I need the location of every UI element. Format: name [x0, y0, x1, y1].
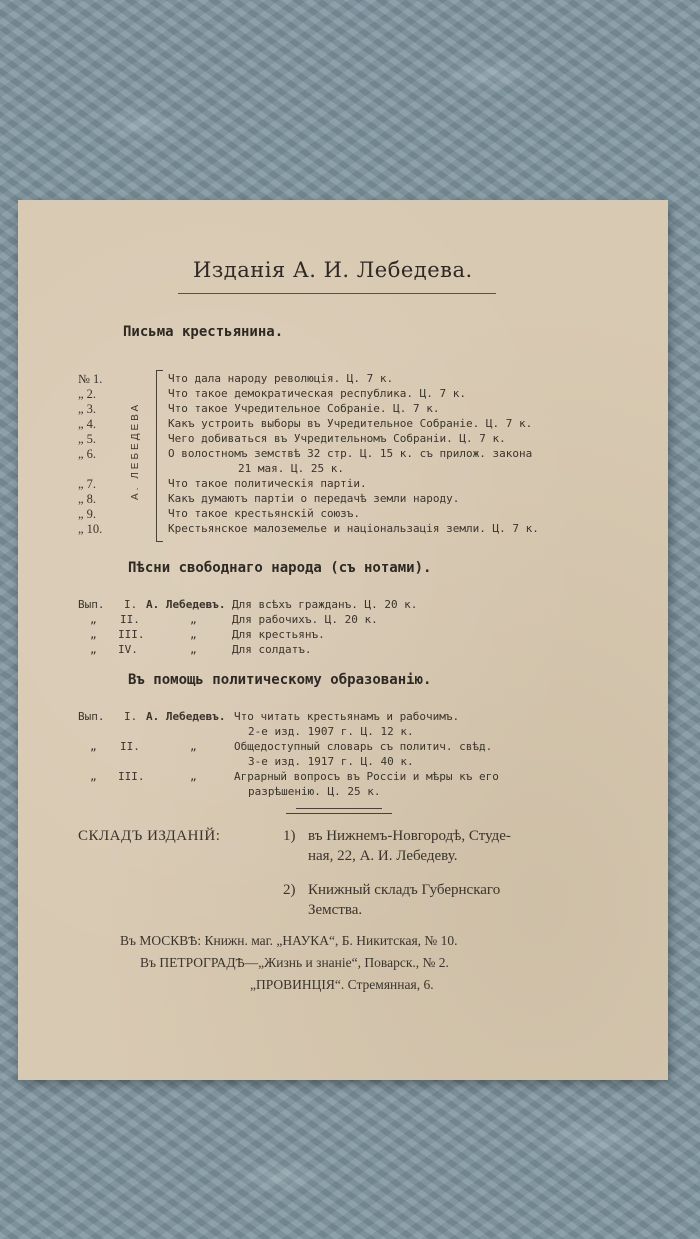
letter-title-6: О волостномъ земствѣ 32 стр. Ц. 15 к. съ прилож. закона	[168, 447, 533, 460]
letter-title-6-cont: 21 мая. Ц. 25 к.	[238, 462, 344, 475]
letter-num-10: „ 10.	[78, 522, 103, 536]
song-author-4: „	[190, 643, 197, 656]
song-title-3: Для крестьянъ.	[232, 628, 325, 641]
song-vyp-2: „	[90, 613, 97, 626]
letter-num-4: „ 4.	[78, 417, 97, 431]
moscow-address: Въ МОСКВѢ: Книжн. маг. „НАУКА“, Б. Никитская, № 10.	[120, 933, 458, 948]
song-num-1: I.	[124, 598, 138, 611]
edu-num-1: I.	[124, 710, 138, 723]
publisher-title: Изданія А. И. Лебедева.	[193, 258, 473, 282]
song-author-3: „	[190, 628, 197, 641]
letter-num-3: „ 3.	[78, 402, 97, 416]
storage-entry-1-num: 1)	[283, 828, 296, 844]
province-address: „ПРОВИНЦІЯ“. Стремянная, 6.	[250, 977, 434, 992]
song-author-2: „	[190, 613, 197, 626]
title-underline	[178, 293, 496, 294]
edu-author-2: „	[190, 740, 197, 753]
letter-num-2: „ 2.	[78, 387, 97, 401]
edu-vyp-1: Вып.	[78, 710, 105, 723]
edu-num-3: III.	[118, 770, 145, 783]
edu-edition-2: 3-е изд. 1917 г. Ц. 40 к.	[248, 755, 414, 768]
letter-title-1: Что дала народу революція. Ц. 7 к.	[168, 372, 394, 385]
song-num-3: III.	[118, 628, 145, 641]
storage-entry-2-line-1: Книжный складъ Губернскаго	[308, 882, 501, 898]
letter-num-1: № 1.	[78, 372, 103, 386]
edu-author-1: А. Лебедевъ.	[146, 710, 226, 723]
song-title-2: Для рабочихъ. Ц. 20 к.	[232, 613, 378, 626]
edu-vyp-2: „	[90, 740, 97, 753]
letter-num-7: „ 7.	[78, 477, 97, 491]
author-bracket	[156, 370, 163, 542]
edu-title-2: Общедоступный словарь съ политич. свѣд.	[234, 740, 493, 753]
song-author-1: А. Лебедевъ.	[146, 598, 226, 611]
song-title-4: Для солдатъ.	[232, 643, 312, 656]
divider-rule-bottom	[286, 813, 392, 814]
letter-title-3: Что такое Учредительное Собраніе. Ц. 7 к.	[168, 402, 440, 415]
letter-title-4: Какъ устроить выборы въ Учредительное Собраніе. Ц. 7 к.	[168, 417, 533, 430]
song-vyp-1: Вып.	[78, 598, 105, 611]
song-vyp-3: „	[90, 628, 97, 641]
vertical-author-name: А. ЛЕБЕДЕВА	[130, 401, 141, 500]
song-num-2: II.	[120, 613, 140, 626]
letter-num-6: „ 6.	[78, 447, 97, 461]
edu-num-2: II.	[120, 740, 140, 753]
divider-rule-top	[296, 808, 382, 809]
letter-title-5: Чего добиваться въ Учредительномъ Собраніи. Ц. 7 к.	[168, 432, 506, 445]
letter-num-9: „ 9.	[78, 507, 97, 521]
storage-entry-2-line-2: Земства.	[308, 902, 363, 918]
storage-entry-1-line-2: ная, 22, А. И. Лебедеву.	[308, 848, 458, 864]
edu-title-1: Что читать крестьянамъ и рабочимъ.	[234, 710, 460, 723]
song-num-4: IV.	[118, 643, 138, 656]
edu-vyp-3: „	[90, 770, 97, 783]
storage-entry-1-line-1: въ Нижнемъ-Новгородѣ, Студе-	[308, 828, 511, 844]
edu-edition-3: разрѣшенію. Ц. 25 к.	[248, 785, 381, 798]
songs-heading: Пѣсни свободнаго народа (съ нотами).	[128, 560, 432, 576]
book-back-cover	[18, 200, 668, 1080]
petrograd-address: Въ ПЕТРОГРАДѢ—„Жизнь и знаніе“, Поварск., № 2.	[140, 955, 449, 970]
letter-title-9: Что такое крестьянскій союзъ.	[168, 507, 361, 520]
song-vyp-4: „	[90, 643, 97, 656]
letter-title-8: Какъ думаютъ партіи о передачѣ земли народу.	[168, 492, 460, 505]
edu-title-3: Аграрный вопросъ въ Россіи и мѣры къ его	[234, 770, 499, 783]
letter-num-8: „ 8.	[78, 492, 97, 506]
letter-title-7: Что такое политическія партіи.	[168, 477, 367, 490]
edu-edition-1: 2-е изд. 1907 г. Ц. 12 к.	[248, 725, 414, 738]
song-title-1: Для всѣхъ гражданъ. Ц. 20 к.	[232, 598, 418, 611]
letter-title-2: Что такое демократическая республика. Ц. 7 к.	[168, 387, 467, 400]
storage-entry-2-num: 2)	[283, 882, 296, 898]
education-heading: Въ помощь политическому образованію.	[128, 672, 432, 688]
letter-num-5: „ 5.	[78, 432, 97, 446]
edu-author-3: „	[190, 770, 197, 783]
letters-heading: Письма крестьянина.	[123, 324, 284, 340]
storage-heading: СКЛАДЪ ИЗДАНІЙ:	[78, 828, 221, 844]
letter-title-10: Крестьянское малоземелье и національзація земли. Ц. 7 к.	[168, 522, 539, 535]
